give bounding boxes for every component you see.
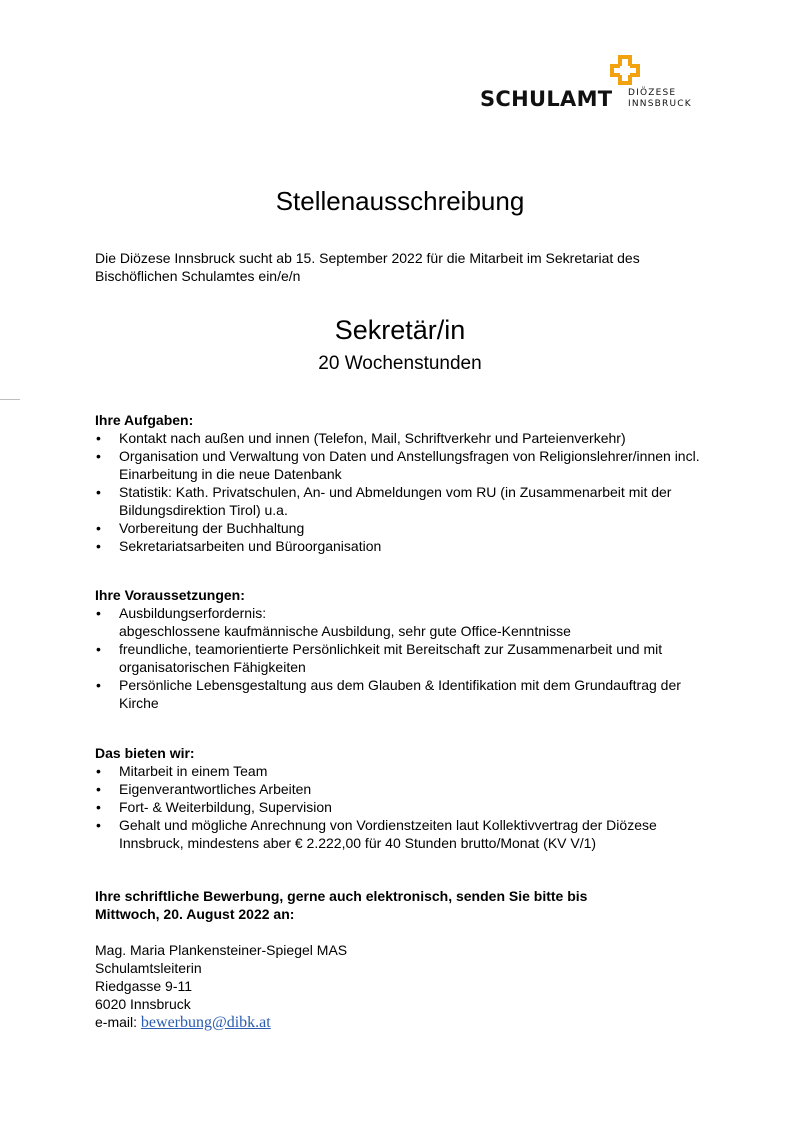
section-voraussetzungen bbox=[95, 586, 715, 712]
section-aufgaben bbox=[95, 411, 715, 555]
aufgaben-list bbox=[95, 429, 715, 555]
logo-subtitle-line1: DIÖZESE bbox=[628, 88, 677, 98]
application-instructions bbox=[95, 887, 715, 923]
bieten-list bbox=[95, 762, 715, 852]
bullet-icon: • bbox=[96, 817, 101, 833]
job-hours: 20 Wochenstunden bbox=[318, 353, 482, 374]
list-item bbox=[95, 483, 715, 519]
page-margin-marker bbox=[0, 399, 20, 400]
list-item bbox=[95, 640, 715, 676]
bullet-icon: • bbox=[96, 448, 101, 464]
list-item-text: Fort- & Weiterbildung, Supervision bbox=[119, 799, 332, 815]
list-item-text: Statistik: Kath. Privatschulen, An- und Abmeldungen vom RU (in Zusammenarbeit mit der Bildungsdirektion Tirol) u.a. bbox=[119, 484, 672, 518]
voraussetzungen-list bbox=[95, 604, 715, 712]
page-title: Stellenausschreibung bbox=[275, 186, 525, 216]
section-heading: Ihre Voraussetzungen: bbox=[95, 587, 245, 603]
list-item bbox=[95, 816, 715, 852]
list-item-text: Eigenverantwortliches Arbeiten bbox=[119, 781, 312, 797]
contact-email-row bbox=[95, 1013, 715, 1032]
list-item-text: Organisation und Verwaltung von Daten und Anstellungsfragen von Religionslehrer/innen incl. Einarbeitung in die neue Datenbank bbox=[119, 448, 700, 482]
intro-paragraph: Die Diözese Innsbruck sucht ab 15. September 2022 für die Mitarbeit im Sekretariat des Bischöflichen Schulamtes ein/e/n bbox=[95, 250, 640, 284]
list-item bbox=[95, 447, 715, 483]
application-line: Ihre schriftliche Bewerbung, gerne auch elektronisch, senden Sie bitte bis bbox=[95, 888, 588, 904]
email-label: e-mail: bbox=[95, 1014, 138, 1030]
bullet-icon: • bbox=[96, 641, 101, 657]
bullet-icon: • bbox=[96, 484, 101, 500]
logo-wordmark: SCHULAMT bbox=[480, 87, 613, 111]
bullet-icon: • bbox=[96, 538, 101, 554]
bullet-icon: • bbox=[96, 605, 101, 621]
email-link[interactable]: bewerbung@dibk.at bbox=[140, 1014, 271, 1031]
list-item bbox=[95, 780, 715, 798]
application-deadline: Mittwoch, 20. August 2022 an: bbox=[95, 906, 295, 922]
list-item-text: Mitarbeit in einem Team bbox=[119, 763, 268, 779]
job-title: Sekretär/in bbox=[334, 315, 466, 345]
list-item bbox=[95, 676, 715, 712]
list-item bbox=[95, 519, 715, 537]
contact-city: 6020 Innsbruck bbox=[95, 996, 191, 1012]
contact-street: Riedgasse 9-11 bbox=[95, 978, 193, 994]
list-item bbox=[95, 798, 715, 816]
logo-subtitle-line2: INNSBRUCK bbox=[628, 99, 692, 109]
section-heading: Ihre Aufgaben: bbox=[95, 412, 194, 428]
bullet-icon: • bbox=[96, 430, 101, 446]
section-bieten bbox=[95, 744, 715, 852]
bullet-icon: • bbox=[96, 677, 101, 693]
contact-role: Schulamtsleiterin bbox=[95, 960, 202, 976]
list-item bbox=[95, 429, 715, 447]
list-item bbox=[95, 604, 715, 640]
section-heading: Das bieten wir: bbox=[95, 745, 195, 761]
bullet-icon: • bbox=[96, 781, 101, 797]
contact-name: Mag. Maria Plankensteiner-Spiegel MAS bbox=[95, 942, 348, 958]
list-item-text: Kontakt nach außen und innen (Telefon, Mail, Schriftverkehr und Parteienverkehr) bbox=[119, 430, 626, 446]
bullet-icon: • bbox=[96, 799, 101, 815]
list-item-text: Sekretariatsarbeiten und Büroorganisation bbox=[119, 538, 382, 554]
list-item-text: Gehalt und mögliche Anrechnung von Vordienstzeiten laut Kollektivvertrag der Diözese Innsbruck, mindestens aber € 2.222,00 für 40 Stunden brutto/Monat (KV V/1) bbox=[119, 817, 657, 851]
list-item-text: Ausbildungserfordernis: bbox=[119, 605, 267, 621]
bullet-icon: • bbox=[96, 763, 101, 779]
diocese-cross-icon bbox=[609, 54, 641, 86]
list-item-text: Persönliche Lebensgestaltung aus dem Glauben & Identifikation mit dem Grundauftrag der Kirche bbox=[119, 677, 681, 711]
list-item bbox=[95, 537, 715, 555]
list-item-text-continued: abgeschlossene kaufmännische Ausbildung, sehr gute Office-Kenntnisse bbox=[119, 623, 571, 639]
logo-subtitle bbox=[628, 88, 692, 110]
contact-block bbox=[95, 941, 715, 1032]
list-item-text: freundliche, teamorientierte Persönlichkeit mit Bereitschaft zur Zusammenarbeit und mit organisatorischen Fähigkeiten bbox=[119, 641, 663, 675]
list-item-text: Vorbereitung der Buchhaltung bbox=[119, 520, 305, 536]
schulamt-logo bbox=[480, 54, 700, 114]
bullet-icon: • bbox=[96, 520, 101, 536]
list-item bbox=[95, 762, 715, 780]
